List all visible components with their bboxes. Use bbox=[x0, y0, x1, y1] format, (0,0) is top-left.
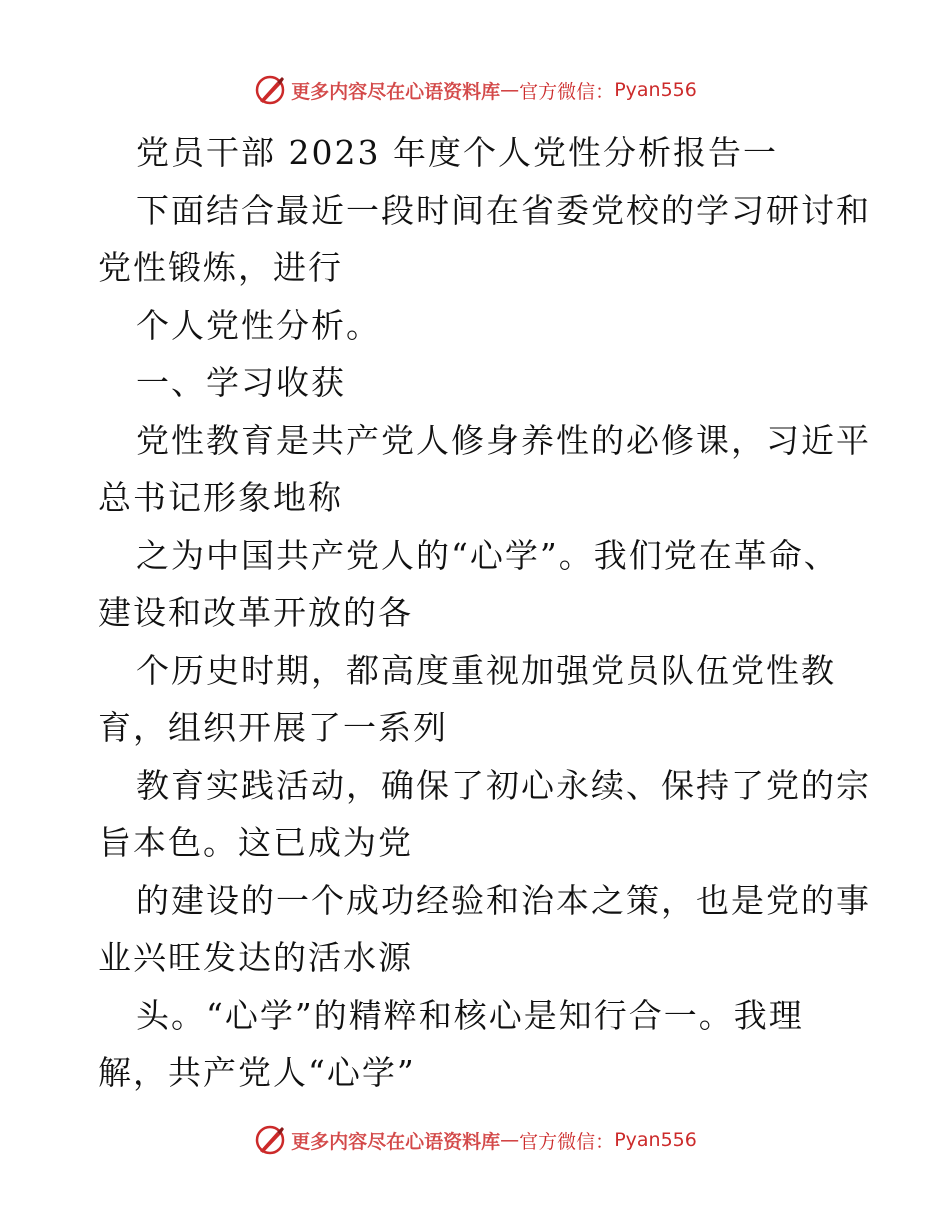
paragraph-line: 的建设的一个成功经验和治本之策，也是党的事 bbox=[136, 880, 871, 920]
paragraph-line: 下面结合最近一段时间在省委党校的学习研讨和 bbox=[136, 190, 871, 230]
paragraph-line: 建设和改革开放的各 bbox=[98, 593, 413, 632]
watermark-wechat-id: Pyan556 bbox=[614, 1129, 697, 1151]
watermark-brand: 更多内容尽在心语资料库 bbox=[291, 80, 501, 103]
paragraph-line: 之为中国共产党人的“心学”。我们党在革命、 bbox=[136, 535, 839, 575]
paragraph-line: 教育实践活动，确保了初心永续、保持了党的宗 bbox=[136, 765, 871, 805]
paragraph-line: 业兴旺发达的活水源 bbox=[98, 938, 413, 977]
paragraph-line: 党性教育是共产党人修身养性的必修课，习近平 bbox=[136, 420, 871, 460]
paragraph-line: 旨本色。这已成为党 bbox=[98, 823, 413, 862]
watermark-dash: — bbox=[500, 1129, 520, 1151]
paragraph-line: 个历史时期，都高度重视加强党员队伍党性教 bbox=[136, 650, 836, 690]
quill-logo-icon bbox=[253, 1123, 287, 1157]
watermark-label: 官方微信： bbox=[519, 1130, 615, 1153]
quill-logo-icon bbox=[253, 73, 287, 107]
paragraph-line: 头。“心学”的精粹和核心是知行合一。我理 bbox=[136, 995, 804, 1035]
section-heading: 一、学习收获 bbox=[136, 363, 346, 402]
header-watermark bbox=[0, 70, 950, 110]
watermark-label: 官方微信： bbox=[519, 80, 615, 103]
watermark-brand: 更多内容尽在心语资料库 bbox=[291, 1130, 501, 1153]
paragraph-line: 个人党性分析。 bbox=[136, 305, 381, 345]
watermark-wechat-id: Pyan556 bbox=[614, 79, 697, 101]
footer-watermark bbox=[0, 1120, 950, 1160]
document-body bbox=[98, 124, 871, 1102]
paragraph-line: 育，组织开展了一系列 bbox=[98, 708, 448, 747]
paragraph-line: 党性锻炼，进行 bbox=[98, 248, 343, 287]
watermark-dash: — bbox=[500, 79, 520, 101]
paragraph-line: 解，共产党人“心学” bbox=[98, 1053, 416, 1092]
paragraph-line: 总书记形象地称 bbox=[98, 478, 343, 517]
document-title: 党员干部 2023 年度个人党性分析报告一 bbox=[136, 133, 778, 172]
